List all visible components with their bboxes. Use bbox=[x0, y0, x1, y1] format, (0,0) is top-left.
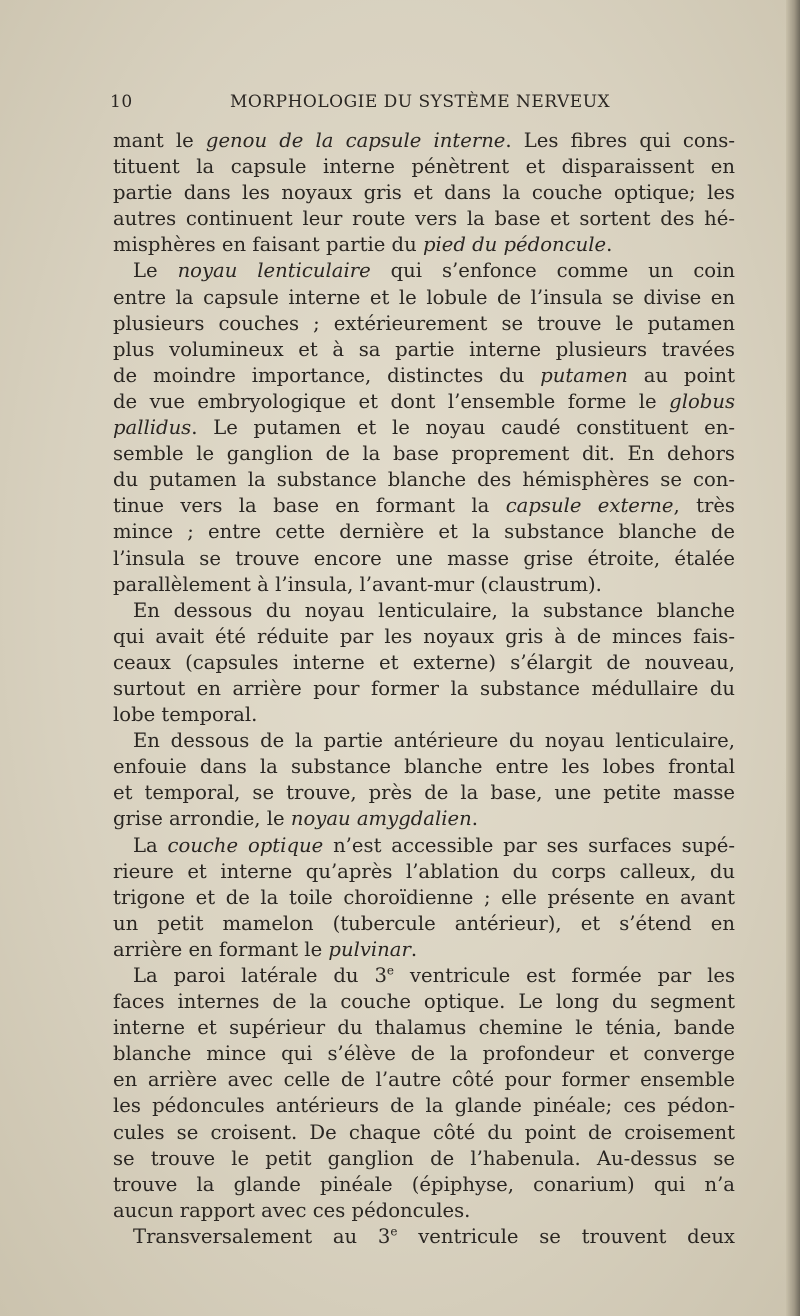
italic-term: couche optique bbox=[167, 833, 324, 857]
text-run: cules se croisent. De chaque côté du point de croisement bbox=[113, 1120, 735, 1144]
body-text bbox=[113, 128, 735, 1250]
text-run: faces internes de la couche optique. Le long du segment bbox=[113, 990, 735, 1014]
text-run: misphères en faisant partie du bbox=[113, 233, 423, 257]
text-run: arrière en formant le bbox=[113, 937, 329, 961]
text-line bbox=[113, 311, 735, 337]
text-run: Transversalement au 3 bbox=[133, 1224, 391, 1248]
text-run: qui s’enfonce comme un coin bbox=[370, 259, 735, 283]
text-run: au point bbox=[627, 363, 735, 387]
text-run: mant le bbox=[113, 129, 206, 152]
text-line bbox=[113, 337, 735, 363]
text-run: partie dans les noyaux gris et dans la couche optique; les bbox=[113, 181, 735, 205]
text-run: trouve la glande pinéale (épiphyse, conarium) qui n’a bbox=[113, 1172, 735, 1196]
text-line bbox=[113, 754, 735, 780]
text-run: mince ; entre cette dernière et la substance blanche de bbox=[113, 520, 735, 544]
text-run: qui avait été réduite par les noyaux gris à de minces fais- bbox=[113, 624, 735, 648]
text-line bbox=[113, 1172, 735, 1198]
text-line bbox=[113, 676, 735, 702]
running-title: MORPHOLOGIE DU SYSTÈME NERVEUX bbox=[230, 92, 611, 112]
text-run: . bbox=[410, 937, 418, 961]
text-run: semble le ganglion de la base proprement dit. En dehors bbox=[113, 442, 735, 466]
text-line bbox=[113, 885, 735, 911]
text-line bbox=[113, 806, 735, 832]
text-run: grise arrondie, le bbox=[113, 807, 291, 831]
text-run: En dessous du noyau lenticulaire, la substance blanche bbox=[133, 598, 735, 622]
text-run: entre la capsule interne et le lobule de l’insula se divise en bbox=[113, 285, 735, 309]
text-line bbox=[113, 206, 735, 232]
text-run: les pédoncules antérieurs de la glande pinéale; ces pédon- bbox=[113, 1094, 735, 1118]
text-line bbox=[113, 415, 735, 441]
italic-term: genou de la capsule interne bbox=[205, 129, 506, 152]
text-run: plus volumineux et à sa partie interne plusieurs travées bbox=[113, 337, 735, 361]
text-run: aucun rapport avec ces pédoncules. bbox=[113, 1198, 471, 1222]
text-run: La paroi latérale du 3 bbox=[133, 964, 387, 987]
text-line bbox=[113, 598, 735, 624]
text-line bbox=[113, 780, 735, 806]
text-run: du putamen la substance blanche des hémisphères se con- bbox=[113, 468, 735, 492]
text-run: trigone et de la toile choroïdienne ; elle présente en avant bbox=[113, 885, 735, 909]
text-line bbox=[113, 467, 735, 493]
text-run: . Le putamen et le noyau caudé constituent en- bbox=[191, 416, 735, 440]
text-line bbox=[113, 859, 735, 885]
text-run: rieure et interne qu’après l’ablation du corps calleux, du bbox=[113, 859, 735, 883]
text-line bbox=[113, 1120, 735, 1146]
text-line bbox=[113, 650, 735, 676]
text-run: surtout en arrière pour former la substance médullaire du bbox=[113, 676, 735, 700]
text-line bbox=[113, 833, 735, 859]
italic-term: capsule externe bbox=[505, 494, 674, 518]
text-line bbox=[113, 1015, 735, 1041]
text-run: lobe temporal. bbox=[113, 703, 258, 727]
text-line bbox=[113, 154, 735, 180]
text-run: autres continuent leur route vers la base et sortent des hé- bbox=[113, 207, 735, 231]
text-run: l’insula se trouve encore une masse grise étroite, étalée bbox=[113, 546, 735, 570]
text-run: blanche mince qui s’élève de la profondeur et converge bbox=[113, 1042, 735, 1066]
page-edge bbox=[786, 0, 800, 1316]
italic-term: pulvinar bbox=[328, 937, 411, 961]
text-run: enfouie dans la substance blanche entre les lobes frontal bbox=[113, 755, 735, 779]
text-line bbox=[113, 702, 735, 728]
text-run: En dessous de la partie antérieure du noyau lenticulaire, bbox=[133, 729, 735, 753]
superscript: e bbox=[390, 1224, 398, 1239]
text-line bbox=[113, 519, 735, 545]
italic-term: pied du pédoncule bbox=[422, 233, 607, 257]
text-run: interne et supérieur du thalamus chemine le ténia, bande bbox=[113, 1016, 735, 1040]
text-run: La bbox=[133, 833, 168, 857]
text-run: ventricule se trouvent deux bbox=[397, 1224, 735, 1248]
text-run: n’est accessible par ses surfaces supé- bbox=[323, 833, 736, 857]
superscript: e bbox=[386, 963, 395, 978]
italic-term: putamen bbox=[540, 363, 628, 387]
text-line bbox=[113, 963, 735, 989]
text-line bbox=[113, 180, 735, 206]
text-run: . bbox=[471, 807, 478, 831]
text-run: ventricule est formée par les bbox=[394, 964, 736, 987]
text-line bbox=[113, 911, 735, 937]
text-run: de vue embryologique et dont l’ensemble forme le bbox=[113, 389, 670, 413]
text-line bbox=[113, 285, 735, 311]
text-line bbox=[113, 937, 735, 963]
text-line bbox=[113, 1198, 735, 1224]
text-run: Le bbox=[133, 259, 178, 283]
text-run: un petit mamelon (tubercule antérieur), et s’étend en bbox=[113, 911, 735, 935]
text-run: et temporal, se trouve, près de la base, une petite masse bbox=[113, 781, 735, 805]
text-line bbox=[113, 1093, 735, 1119]
text-run: en arrière avec celle de l’autre côté pour former ensemble bbox=[113, 1068, 735, 1092]
text-line bbox=[113, 728, 735, 754]
text-line bbox=[113, 441, 735, 467]
italic-term: noyau amygdalien bbox=[290, 807, 472, 831]
text-run: tinue vers la base en formant la bbox=[113, 494, 506, 518]
text-line bbox=[113, 1067, 735, 1093]
italic-term: noyau lenticulaire bbox=[177, 259, 371, 283]
text-run: plusieurs couches ; extérieurement se trouve le putamen bbox=[113, 311, 735, 335]
text-run: se trouve le petit ganglion de l’habenula. Au-dessus se bbox=[113, 1146, 735, 1170]
text-line bbox=[113, 572, 735, 598]
text-run: . bbox=[606, 233, 613, 257]
text-line bbox=[113, 232, 735, 258]
text-run: ceaux (capsules interne et externe) s’élargit de nouveau, bbox=[113, 650, 735, 674]
running-header bbox=[110, 92, 732, 120]
text-run: parallèlement à l’insula, l’avant-mur (claustrum). bbox=[113, 572, 602, 596]
text-line bbox=[113, 1146, 735, 1172]
italic-term: pallidus bbox=[113, 416, 192, 440]
text-run: , très bbox=[673, 494, 735, 518]
text-line bbox=[113, 363, 735, 389]
text-line bbox=[113, 1224, 735, 1250]
page-number: 10 bbox=[110, 92, 133, 112]
text-run: tituent la capsule interne pénètrent et disparaissent en bbox=[113, 155, 735, 179]
text-line bbox=[113, 624, 735, 650]
text-line bbox=[113, 493, 735, 519]
text-line bbox=[113, 128, 735, 154]
text-line bbox=[113, 546, 735, 572]
italic-term: globus bbox=[669, 389, 735, 413]
text-line bbox=[113, 1041, 735, 1067]
text-line bbox=[113, 258, 735, 284]
text-run: . Les fibres qui cons- bbox=[505, 129, 735, 152]
text-line bbox=[113, 989, 735, 1015]
text-line bbox=[113, 389, 735, 415]
text-run: de moindre importance, distinctes du bbox=[113, 363, 541, 387]
